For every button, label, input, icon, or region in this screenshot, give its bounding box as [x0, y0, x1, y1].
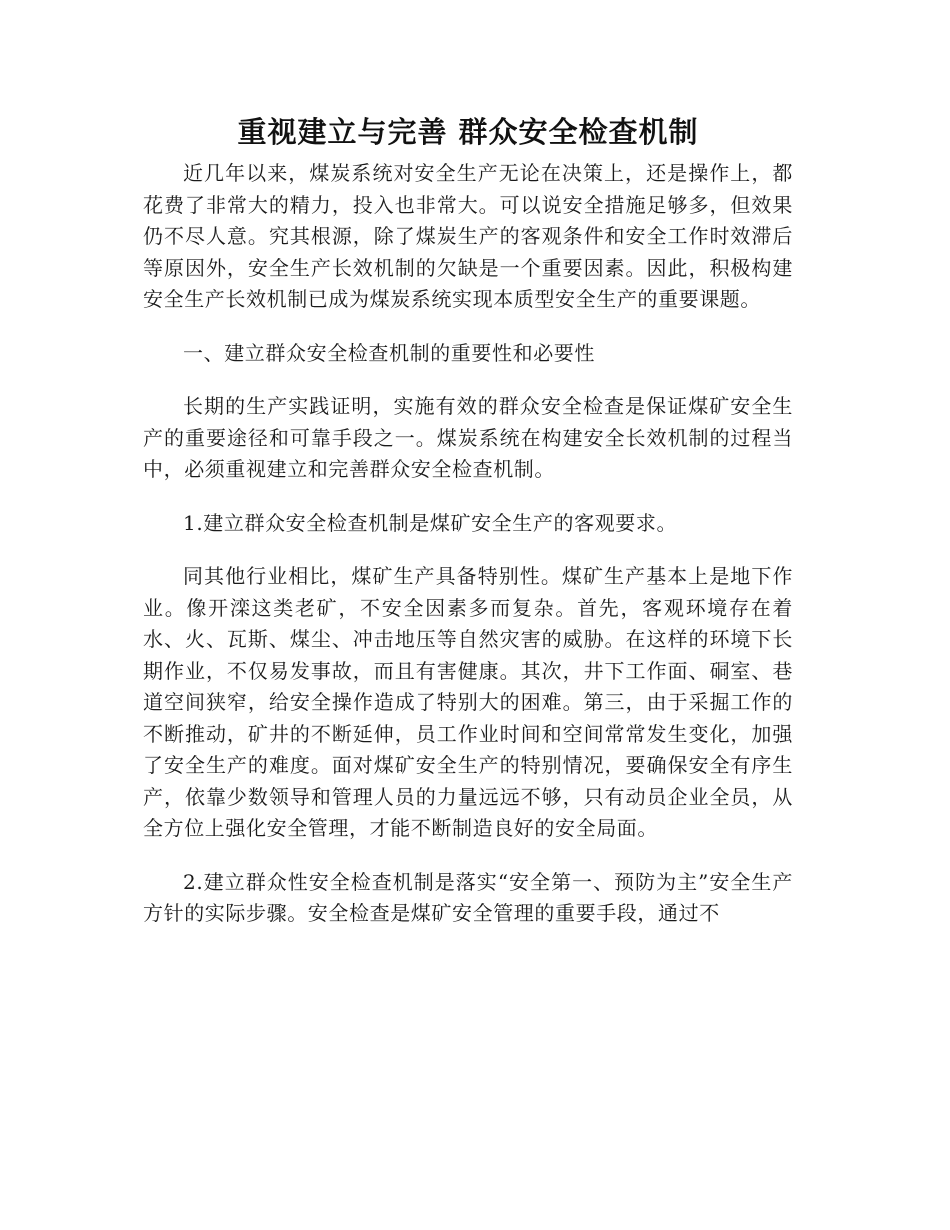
document-title: 重视建立与完善 群众安全检查机制 — [237, 115, 699, 149]
paragraph-particularity: 同其他行业相比，煤矿生产具备特别性。煤矿生产基本上是地下作业。像开滦这类老矿，不安全因素多而复杂。首先，客观环境存在着水、火、瓦斯、煤尘、冲击地压等自然灾害的威胁。在这样的环境下长期作业，不仅易发事故，而且有害健康。其次，井下工作面、硐室、巷道空间狭窄，给安全操作造成了特别大的困难。第三，由于采掘工作的不断推动，矿井的不断延伸，员工作业时间和空间常常发生变化，加强了安全生产的难度。面对煤矿安全生产的特别情况，要确保安全有序生产，依靠少数领导和管理人员的力量远远不够，只有动员企业全员，从全方位上强化安全管理，才能不断制造良好的安全局面。 — [143, 564, 793, 840]
document-page — [143, 110, 793, 952]
paragraph-intro: 近几年以来，煤炭系统对安全生产无论在决策上，还是操作上，都花费了非常大的精力，投入也非常大。可以说安全措施足够多，但效果仍不尽人意。究其根源，除了煤炭生产的客观条件和安全工作时效滞后等原因外，安全生产长效机制的欠缺是一个重要因素。因此，积极构建安全生产长效机制已成为煤炭系统实现本质型安全生产的重要课题。 — [143, 161, 793, 311]
paragraph-practice: 长期的生产实践证明，实施有效的群众安全检查是保证煤矿安全生产的重要途径和可靠手段之一。煤炭系统在构建安全长效机制的过程当中，必须重视建立和完善群众安全检查机制。 — [143, 394, 793, 481]
subheading-1: 1.建立群众安全检查机制是煤矿安全生产的客观要求。 — [183, 510, 678, 535]
section-heading-1: 一、建立群众安全检查机制的重要性和必要性 — [183, 340, 595, 365]
subheading-2: 2.建立群众性安全检查机制是落实“安全第一、预防为主”安全生产方针的实际步骤。安全检查是煤矿安全管理的重要手段，通过不 — [143, 869, 793, 925]
